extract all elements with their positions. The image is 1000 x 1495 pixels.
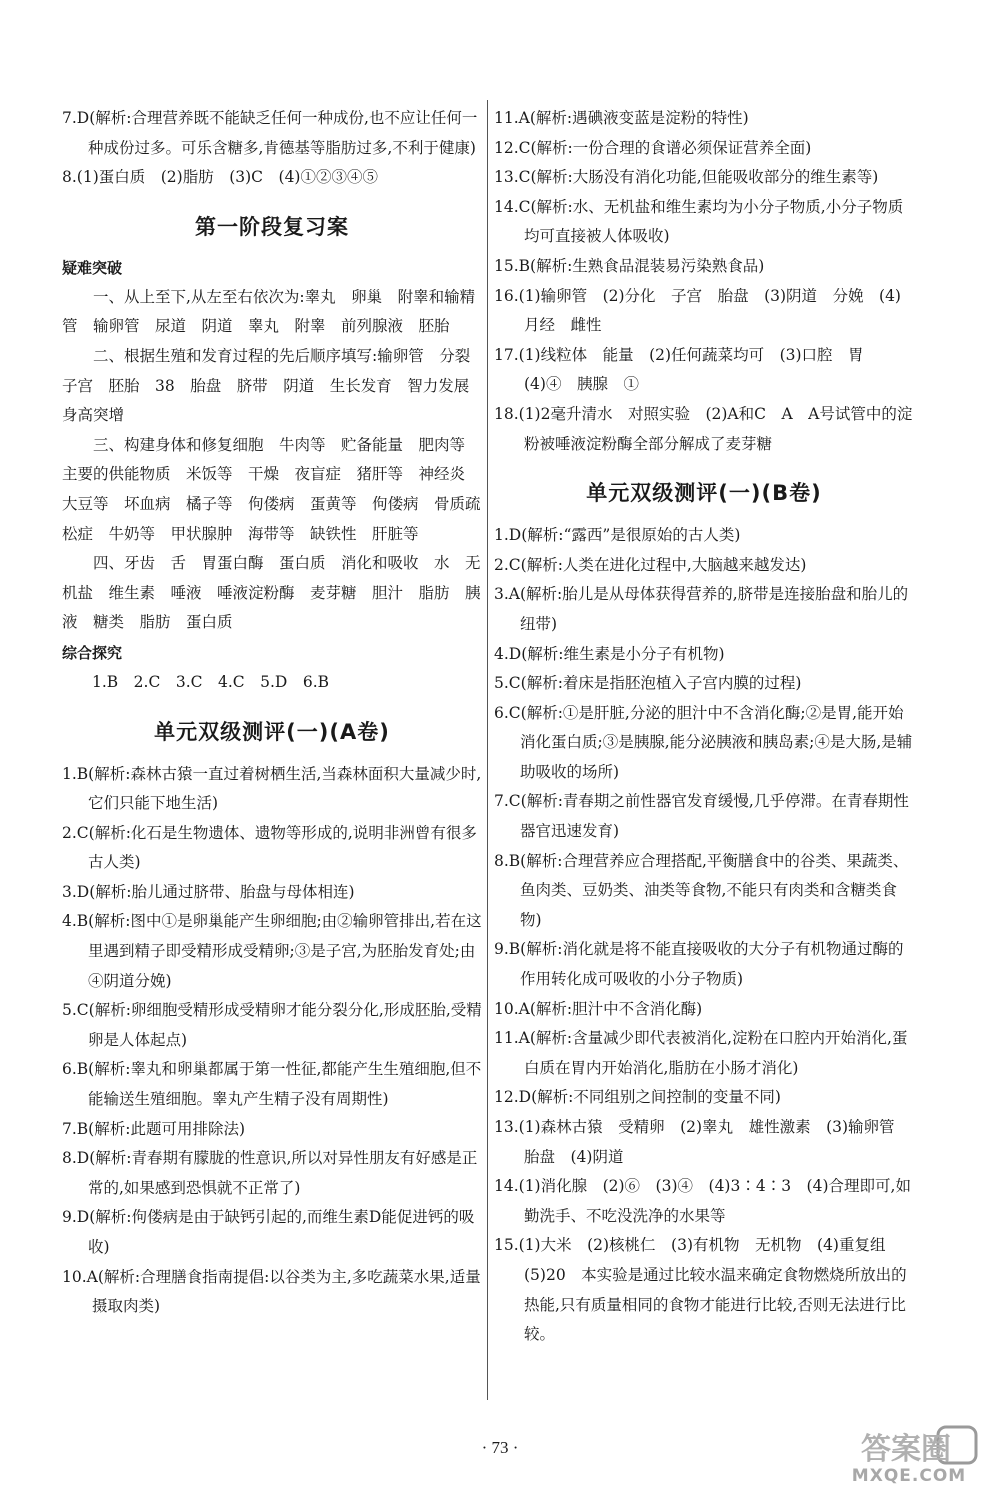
subsection-title-difficulty: 疑难突破 xyxy=(62,258,123,277)
right-column xyxy=(494,104,914,1350)
answer-item: 2.C(解析:化石是生物遗体、遗物等形成的,说明非洲曾有很多古人类) xyxy=(62,823,477,872)
explore-answers: 1.B 2.C 3.C 4.C 5.D 6.B xyxy=(92,672,330,691)
difficulty-paragraph: 二、根据生殖和发育过程的先后顺序填写:输卵管 分裂 子宫 胚胎 38 胎盘 脐带 阴道 生长发育 智力发展 身高突增 xyxy=(62,346,486,425)
section-title-unit-a: 单元双级测评(一)(A卷) xyxy=(154,719,390,744)
answer-item: 1.B(解析:森林古猿一直过着树栖生活,当森林面积大量减少时,它们只能下地生活) xyxy=(62,764,482,813)
answer-item: 13.C(解析:大肠没有消化功能,但能吸收部分的维生素等) xyxy=(494,168,879,187)
answer-item: 18.(1)2毫升清水 对照实验 (2)A和C A A号试管中的淀粉被唾液淀粉酶全部分解成了麦芽糖 xyxy=(494,404,913,453)
answer-item: 16.(1)输卵管 (2)分化 子宫 胎盘 (3)阴道 分娩 (4)月经 雌性 xyxy=(494,286,901,335)
watermark-url-text: MXQE.COM xyxy=(851,1466,967,1486)
answer-item: 4.B(解析:图中①是卵巢能产生卵细胞;由②输卵管排出,若在这里遇到精子即受精形成受精卵;③是子宫,为胚胎发育处;由④阴道分娩) xyxy=(62,912,482,990)
answer-item: 17.(1)线粒体 能量 (2)任何蔬菜均可 (3)口腔 胃 (4)④ 胰腺 ① xyxy=(494,345,880,394)
answer-item: 15.B(解析:生熟食品混装易污染熟食品) xyxy=(494,256,765,275)
answer-item: 12.C(解析:一份合理的食谱必须保证营养全面) xyxy=(494,138,812,157)
answer-item: 10.A(解析:胆汁中不含消化酶) xyxy=(494,999,703,1018)
answer-item: 13.(1)森林古猿 受精卵 (2)睾丸 雄性激素 (3)输卵管 胎盘 (4)阴道 xyxy=(494,1118,911,1166)
answer-item: 5.C(解析:着床是指胚泡植入子宫内膜的过程) xyxy=(494,674,802,693)
page-number: · 73 · xyxy=(481,1438,519,1457)
answer-item: 1.D(解析:“露西”是很原始的古人类) xyxy=(494,526,741,545)
answer-item: 9.D(解析:佝偻病是由于缺钙引起的,而维生素D能促进钙的吸收) xyxy=(62,1208,475,1256)
answer-item: 8.B(解析:合理营养应合理搭配,平衡膳食中的谷类、果蔬类、鱼肉类、豆奶类、油类等食物,不能只有肉类和含糖类食物) xyxy=(494,851,909,929)
answer-item: 5.C(解析:卵细胞受精形成受精卵才能分裂分化,形成胚胎,受精卵是人体起点) xyxy=(62,1001,482,1049)
watermark-logo xyxy=(834,1425,984,1487)
answer-item: 11.A(解析:含量减少即代表被消化,淀粉在口腔内开始消化,蛋白质在胃内开始消化,脂肪在小肠才消化) xyxy=(494,1029,908,1077)
answer-item: 7.C(解析:青春期之前性器官发育缓慢,几乎停滞。在青春期性器官迅速发育) xyxy=(494,792,909,841)
answer-item: 6.C(解析:①是肝脏,分泌的胆汁中不含消化酶;②是胃,能开始消化蛋白质;③是胰腺,能分泌胰液和胰岛素;④是大肠,是辅助吸收的场所) xyxy=(494,703,913,781)
answer-item: 15.(1)大米 (2)核桃仁 (3)有机物 无机物 (4)重复组 (5)20 本实验是通过比较水温来确定食物燃烧所放出的热能,只有质量相同的食物才能进行比较,否则无法进行比较。 xyxy=(494,1236,907,1344)
difficulty-paragraph: 三、构建身体和修复细胞 牛肉等 贮备能量 肥肉等 主要的供能物质 米饭等 干燥 夜盲症 猪肝等 神经炎 大豆等 坏血病 橘子等 佝偻病 蛋黄等 佝偻病 骨质疏松症 牛奶等 甲状腺肿 海带等 缺铁性 肝脏等 xyxy=(62,435,481,543)
section-title-review: 第一阶段复习案 xyxy=(195,214,349,239)
answer-item: 2.C(解析:人类在进化过程中,大脑越来越发达) xyxy=(494,555,807,574)
answer-item: 14.C(解析:水、无机盐和维生素均为小分子物质,小分子物质均可直接被人体吸收) xyxy=(494,197,904,246)
watermark-logo-text: 答案圈 xyxy=(861,1432,951,1467)
answer-item: 6.B(解析:睾丸和卵巢都属于第一性征,都能产生生殖细胞,但不能输送生殖细胞。睾丸产生精子没有周期性) xyxy=(62,1060,482,1109)
column-divider xyxy=(487,100,488,1400)
answer-item: 9.B(解析:消化就是将不能直接吸收的大分子有机物通过酶的作用转化成可吸收的小分子物质) xyxy=(494,940,904,989)
left-column xyxy=(62,104,486,1322)
answer-item: 3.A(解析:胎儿是从母体获得营养的,脐带是连接胎盘和胎儿的纽带) xyxy=(494,585,909,633)
answer-item: 8.(1)蛋白质 (2)脂肪 (3)C (4)①②③④⑤ xyxy=(62,168,378,187)
answer-item: 8.D(解析:青春期有朦胧的性意识,所以对异性朋友有好感是正常的,如果感到恐惧就不正常了) xyxy=(62,1149,478,1197)
answer-item: 12.D(解析:不同组别之间控制的变量不同) xyxy=(494,1088,781,1107)
answer-item: 14.(1)消化腺 (2)⑥ (3)④ (4)3∶4∶3 (4)合理即可,如勤洗手、不吃没洗净的水果等 xyxy=(494,1177,911,1225)
answer-item: 4.D(解析:维生素是小分子有机物) xyxy=(494,644,725,663)
section-title-unit-b: 单元双级测评(一)(B卷) xyxy=(586,481,822,506)
subsection-title-explore: 综合探究 xyxy=(62,643,123,662)
difficulty-paragraph: 四、牙齿 舌 胃蛋白酶 蛋白质 消化和吸收 水 无机盐 维生素 唾液 唾液淀粉酶 麦芽糖 胆汁 脂肪 胰液 糖类 脂肪 蛋白质 xyxy=(62,554,481,632)
answer-item: 3.D(解析:胎儿通过脐带、胎盘与母体相连) xyxy=(62,882,355,901)
answer-item: 11.A(解析:遇碘液变蓝是淀粉的特性) xyxy=(494,109,749,127)
answer-item: 7.B(解析:此题可用排除法) xyxy=(62,1119,245,1138)
answer-item: 7.D(解析:合理营养既不能缺乏任何一种成份,也不应让任何一种成份过多。可乐含糖多,肯德基等脂肪过多,不利于健康) xyxy=(62,109,478,157)
difficulty-paragraph: 一、从上至下,从左至右依次为:睾丸 卵巢 附睾和输精管 输卵管 尿道 阴道 睾丸 附睾 前列腺液 胚胎 xyxy=(62,287,476,336)
answer-item: 10.A(解析:合理膳食指南提倡:以谷类为主,多吃蔬菜水果,适量摄取肉类) xyxy=(62,1267,481,1316)
